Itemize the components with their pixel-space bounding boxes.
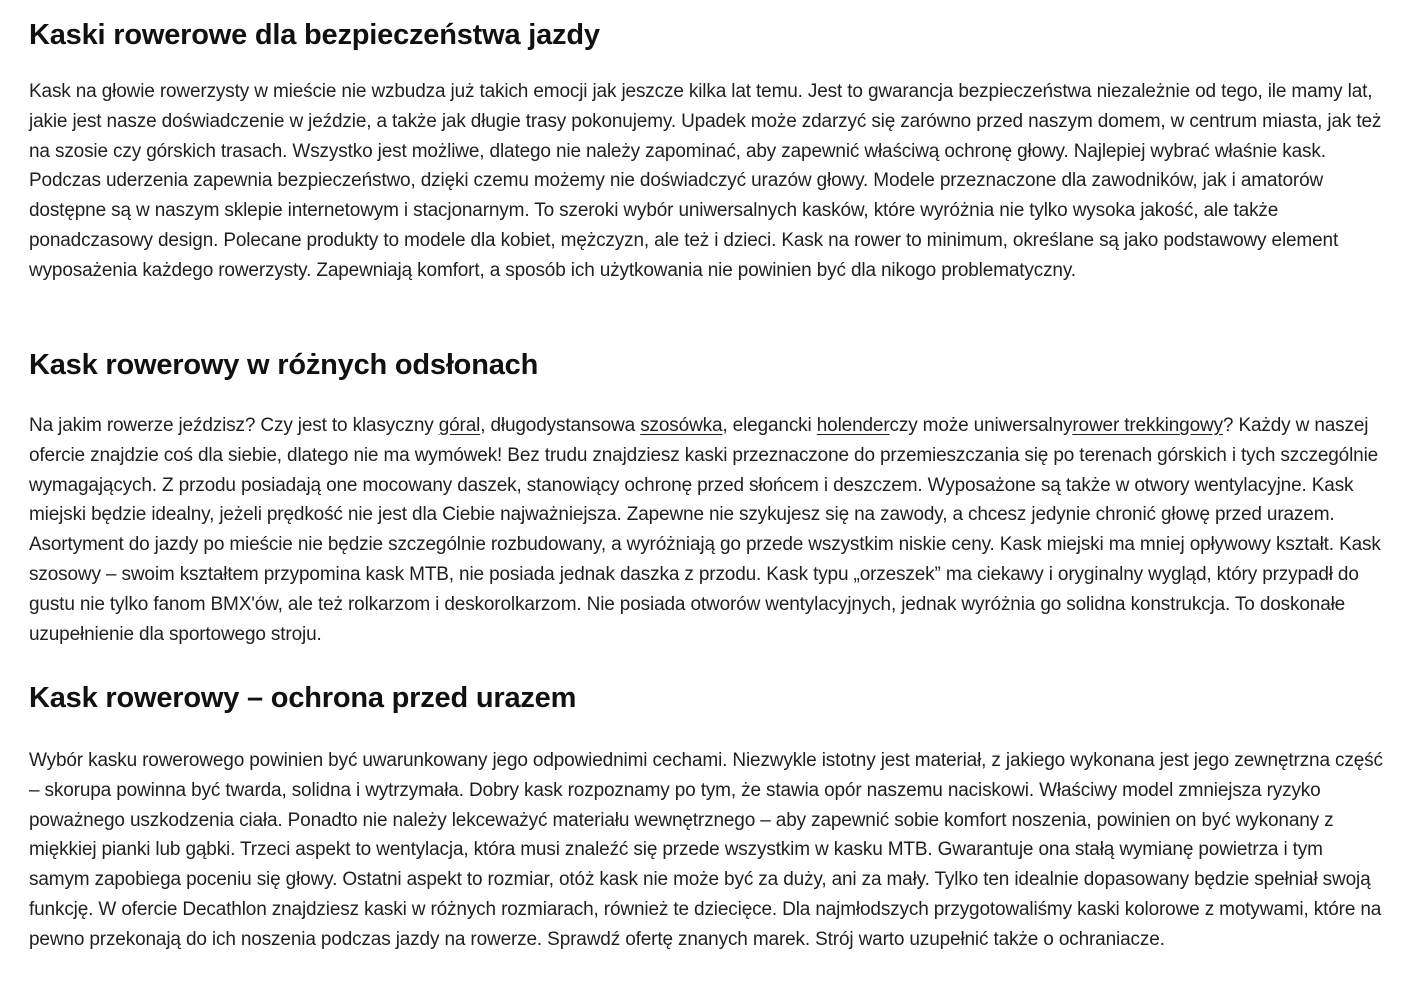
paragraph-text: ? Każdy w naszej ofercie znajdzie coś dla siebie, dlatego nie ma wymówek! Bez trudu znajdziesz kaski przeznaczone do przemieszczania się po terenach górskich i tych szczególnie wymagających. Z przodu posiadają one mocowany daszek, stanowiący ochronę przed słońcem i deszczem. Wyposażone są także w otwory wentylacyjne. Kask miejski będzie idealny, jeżeli prędkość nie jest dla Ciebie najważniejsza. Zapewne nie szykujesz się na zawody, a chcesz jedynie chronić głowę przed urazem. Asortyment do jazdy po mieście nie będzie szczególnie rozbudowany, a wyróżniają go przede wszystkim niskie ceny. Kask miejski ma mniej opływowy kształt. Kask szosowy – swoim kształtem przypomina kask MTB, nie posiada jednak daszka z przodu. Kask typu „orzeszek” ma ciekawy i oryginalny wygląd, który przypadł do gustu nie tylko fanom BMX'ów, ale też rolkarzom i deskorolkarzom. Nie posiada otworów wentylacyjnych, jednak wyróżnia go solidna konstrukcja. To doskonałe uzupełnienie dla sportowego stroju. [29, 415, 1381, 645]
link-szosowka[interactable]: szosówka [640, 415, 723, 436]
paragraph-text: , elegancki [722, 415, 817, 436]
section-heading-helmets-safety: Kaski rowerowe dla bezpieczeństwa jazdy [29, 19, 600, 51]
paragraph-text: Na jakim rowerze jeździsz? Czy jest to klasyczny [29, 415, 439, 436]
section-paragraph-helmet-variants [29, 411, 1394, 649]
section-heading-injury-protection: Kask rowerowy – ochrona przed urazem [29, 682, 577, 714]
section-heading-helmet-variants: Kask rowerowy w różnych odsłonach [29, 349, 539, 381]
section-paragraph-helmets-safety: Kask na głowie rowerzysty w mieście nie wzbudza już takich emocji jak jeszcze kilka lat temu. Jest to gwarancja bezpieczeństwa niezależnie od tego, ile mamy lat, jakie jest nasze doświadczenie w jeździe, a także jak długie trasy pokonujemy. Upadek może zdarzyć się zarówno przed naszym domem, w centrum miasta, jak też na szosie czy górskich trasach. Wszystko jest możliwe, dlatego nie należy zapominać, aby zapewnić właściwą ochronę głowy. Najlepiej wybrać właśnie kask. Podczas uderzenia zapewnia bezpieczeństwo, dzięki czemu możemy nie doświadczyć urazów głowy. Modele przeznaczone dla zawodników, jak i amatorów dostępne są w naszym sklepie internetowym i stacjonarnym. To szeroki wybór uniwersalnych kasków, które wyróżnia nie tylko wysoka jakość, ale także ponadczasowy design. Polecane produkty to modele dla kobiet, mężczyzn, ale też i dzieci. Kask na rower to minimum, określane są jako podstawowy element wyposażenia każdego rowerzysty. Zapewniają komfort, a sposób ich użytkowania nie powinien być dla nikogo problematyczny. [29, 81, 1382, 281]
link-rower-trekkingowy[interactable]: rower trekkingowy [1072, 415, 1223, 436]
paragraph-text: czy może uniwersalny [889, 415, 1073, 436]
paragraph-text: , długodystansowa [480, 415, 641, 436]
link-holender[interactable]: holender [816, 415, 890, 436]
section-paragraph-injury-protection: Wybór kasku rowerowego powinien być uwarunkowany jego odpowiednimi cechami. Niezwykle istotny jest materiał, z jakiego wykonana jest jego zewnętrzna część – skorupa powinna być twarda, solidna i wytrzymała. Dobry kask rozpoznamy po tym, że stawia opór naszemu naciskowi. Właściwy model zmniejsza ryzyko poważnego uszkodzenia ciała. Ponadto nie należy lekceważyć materiału wewnętrznego – aby zapewnić sobie komfort noszenia, powinien on być wykonany z miękkiej pianki lub gąbki. Trzeci aspekt to wentylacja, która musi znaleźć się przede wszystkim w kasku MTB. Gwarantuje ona stałą wymianę powietrza i tym samym zapobiega poceniu się głowy. Ostatni aspekt to rozmiar, otóż kask nie może być za duży, ani za mały. Tylko ten idealnie dopasowany będzie spełniał swoją funkcję. W ofercie Decathlon znajdziesz kaski w różnych rozmiarach, również te dziecięce. Dla najmłodszych przygotowaliśmy kaski kolorowe z motywami, które na pewno przekonają do ich noszenia podczas jazdy na rowerze. Sprawdź ofertę znanych marek. Strój warto uzupełnić także o ochraniacze. [29, 750, 1383, 950]
link-goral[interactable]: góral [438, 415, 481, 436]
